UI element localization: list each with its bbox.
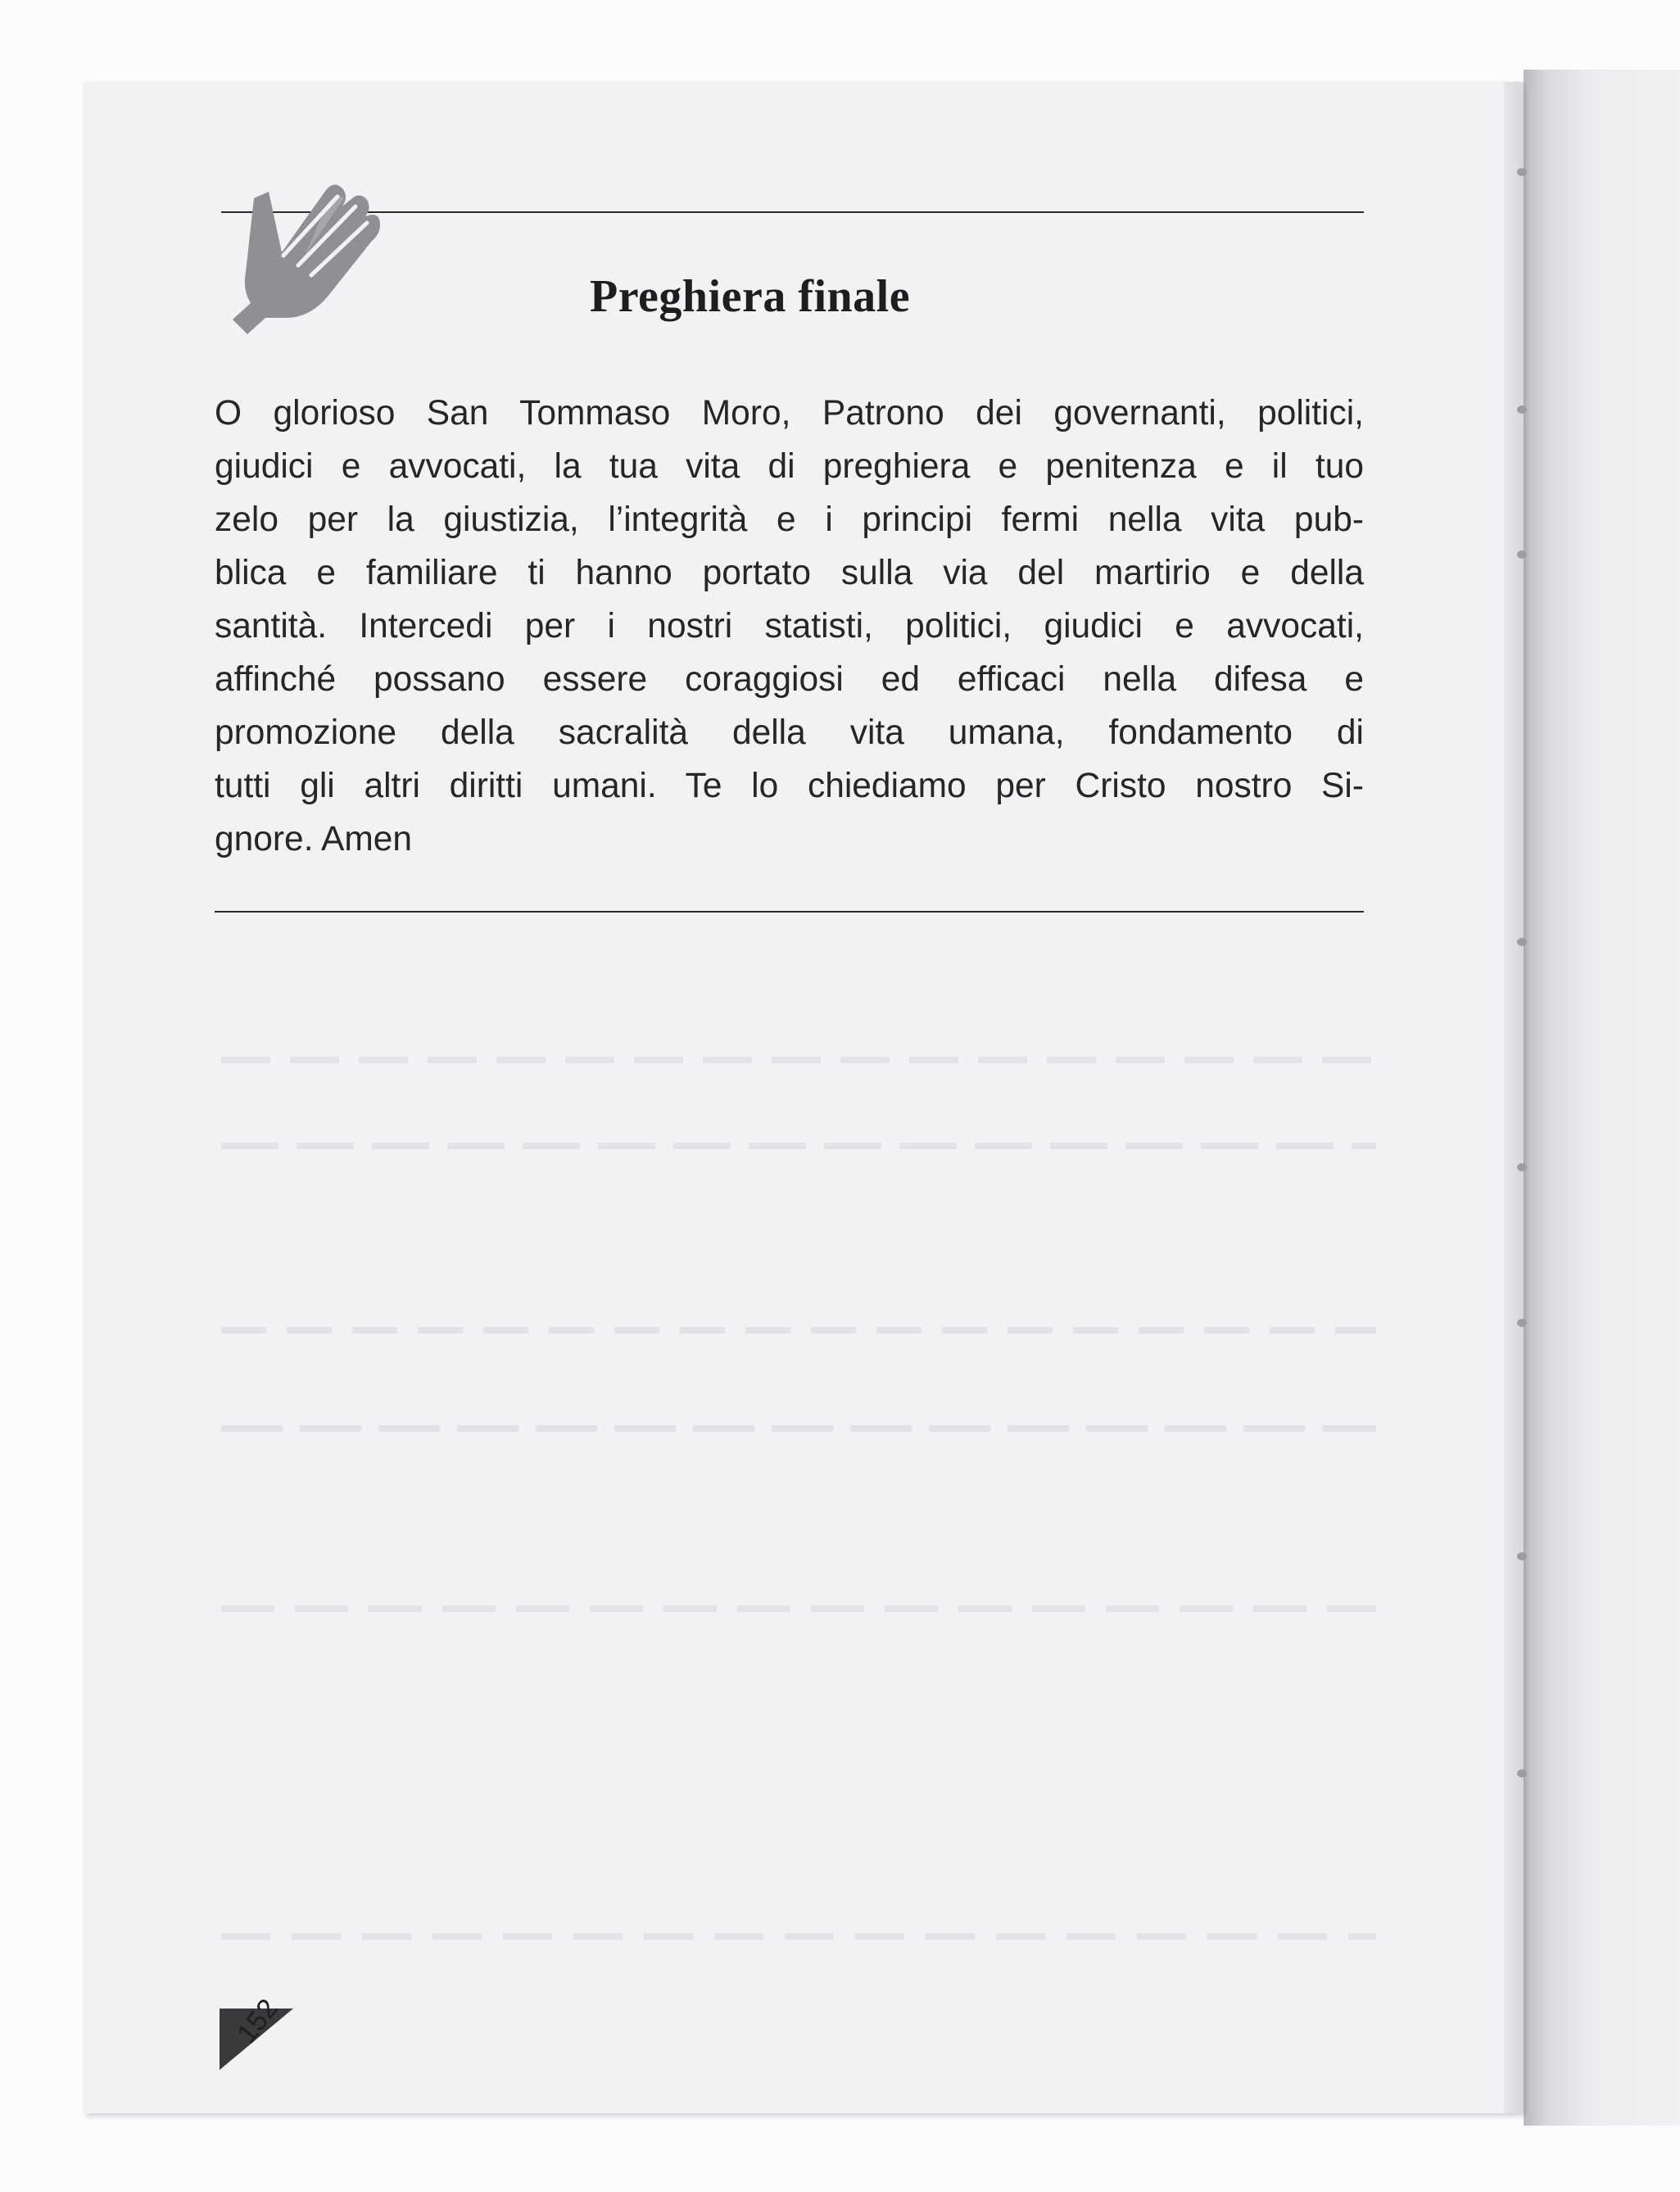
page-title: Preghiera finale	[590, 271, 911, 322]
binding-hole	[1517, 405, 1527, 414]
binding-hole	[1517, 1319, 1527, 1327]
text-line: santità. Intercedi per i nostri statisti, politici, giudici e avvocati,	[215, 607, 1364, 645]
text-line: blica e familiare ti hanno portato sulla via del martirio e della	[215, 554, 1364, 592]
page-edge	[1504, 82, 1524, 2113]
page-number: 152	[231, 1993, 284, 2049]
binding-hole	[1517, 550, 1527, 559]
text-line: tutti gli altri diritti umani. Te lo chiediamo per Cristo nostro Si-	[215, 767, 1364, 805]
praying-hands-icon	[229, 174, 385, 337]
text-line: affinché possano essere coraggiosi ed efficaci nella difesa e	[215, 660, 1364, 699]
binding-hole	[1517, 168, 1527, 176]
binding-hole	[1517, 1552, 1527, 1560]
binding-hole	[1517, 1769, 1527, 1778]
binding-hole	[1517, 1163, 1527, 1171]
bottom-rule	[215, 911, 1364, 913]
top-rule	[221, 211, 1364, 213]
prayer-text	[215, 387, 1364, 866]
text-line: zelo per la giustizia, l’integrità e i principi fermi nella vita pub-	[215, 500, 1364, 539]
text-line: promozione della sacralità della vita umana, fondamento di	[215, 713, 1364, 752]
text-line: O glorioso San Tommaso Moro, Patrono dei governanti, politici,	[215, 394, 1364, 433]
text-line: gnore. Amen	[215, 820, 412, 858]
next-page-gutter	[1524, 70, 1680, 2126]
binding-hole	[1517, 938, 1527, 946]
text-line: giudici e avvocati, la tua vita di preghiera e penitenza e il tuo	[215, 447, 1364, 486]
